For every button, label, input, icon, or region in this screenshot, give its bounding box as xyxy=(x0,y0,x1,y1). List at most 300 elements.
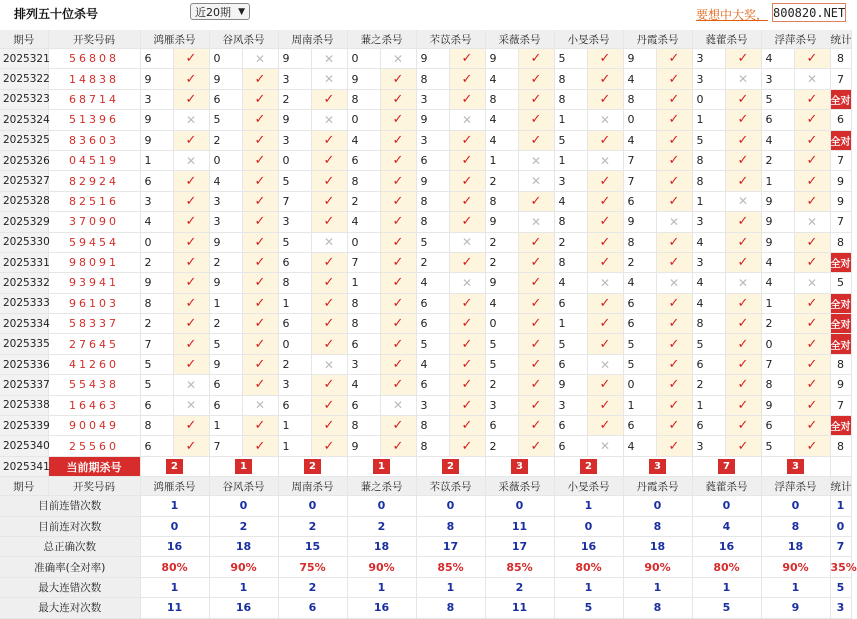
check-icon: ✓ xyxy=(380,110,416,130)
kill-number-cell: 8 xyxy=(416,436,449,456)
check-icon: ✓ xyxy=(173,314,209,334)
kill-number-cell: 0 xyxy=(761,334,794,354)
kill-number-cell: 2 xyxy=(209,130,242,150)
column-header: 芣苡杀号 xyxy=(416,477,485,496)
check-icon: ✓ xyxy=(173,191,209,211)
stats-value: 9 xyxy=(761,598,830,618)
cross-icon: ✕ xyxy=(173,375,209,395)
kill-number-cell: 2 xyxy=(485,252,518,272)
kill-number-cell: 6 xyxy=(554,293,587,313)
current-kill-badge: 2 xyxy=(442,459,459,474)
check-icon: ✓ xyxy=(449,354,485,374)
kill-number-cell: 3 xyxy=(416,130,449,150)
kill-number-cell: 4 xyxy=(347,212,380,232)
kill-number-cell: 4 xyxy=(485,130,518,150)
stats-value: 80% xyxy=(140,557,209,577)
kill-number-cell: 9 xyxy=(761,395,794,415)
all-correct-badge: 全对 xyxy=(830,89,851,109)
check-icon: ✓ xyxy=(587,171,623,191)
check-icon: ✓ xyxy=(173,69,209,89)
column-header: 丹霞杀号 xyxy=(623,30,692,49)
kill-number-cell: 6 xyxy=(209,89,242,109)
check-icon: ✓ xyxy=(449,130,485,150)
current-kill-cell xyxy=(209,456,278,476)
check-icon: ✓ xyxy=(311,89,347,109)
cross-icon: ✕ xyxy=(311,69,347,89)
cross-icon: ✕ xyxy=(725,191,761,211)
stats-value: 0 xyxy=(485,496,554,516)
stats-value: 1 xyxy=(554,496,623,516)
table-row xyxy=(0,314,851,334)
page-title: 排列五十位杀号 xyxy=(14,7,99,21)
kill-number-cell: 4 xyxy=(554,273,587,293)
stats-value: 18 xyxy=(347,536,416,556)
check-icon: ✓ xyxy=(242,334,278,354)
period-cell: 2025331 xyxy=(0,252,48,272)
check-icon: ✓ xyxy=(656,314,692,334)
kill-number-cell: 1 xyxy=(623,395,656,415)
kill-number-cell: 0 xyxy=(278,150,311,170)
check-icon: ✓ xyxy=(725,375,761,395)
column-header: 采薇杀号 xyxy=(485,30,554,49)
check-icon: ✓ xyxy=(242,89,278,109)
kill-number-cell: 5 xyxy=(485,354,518,374)
stats-value: 16 xyxy=(692,536,761,556)
kill-number-cell: 4 xyxy=(623,130,656,150)
kill-number-cell: 9 xyxy=(761,191,794,211)
stats-value: 1 xyxy=(830,496,851,516)
check-icon: ✓ xyxy=(173,334,209,354)
cross-icon: ✕ xyxy=(587,150,623,170)
hit-count-cell: 9 xyxy=(830,375,851,395)
kill-number-cell: 2 xyxy=(485,171,518,191)
current-kill-label: 当前期杀号 xyxy=(48,456,140,476)
kill-number-cell: 0 xyxy=(209,150,242,170)
kill-number-cell: 9 xyxy=(140,130,173,150)
table-row xyxy=(0,191,851,211)
hit-count-cell: 7 xyxy=(830,395,851,415)
check-icon: ✓ xyxy=(656,69,692,89)
column-header: 小旻杀号 xyxy=(554,477,623,496)
promo-link[interactable]: 要想中大奖， xyxy=(696,8,769,22)
stats-value: 18 xyxy=(209,536,278,556)
check-icon: ✓ xyxy=(794,293,830,313)
column-header: 期号 xyxy=(0,30,48,49)
check-icon: ✓ xyxy=(587,416,623,436)
kill-number-cell: 7 xyxy=(623,171,656,191)
draw-number-cell: 68714 xyxy=(48,89,140,109)
kill-number-cell: 6 xyxy=(554,416,587,436)
check-icon: ✓ xyxy=(725,436,761,456)
column-header: 浮萍杀号 xyxy=(761,477,830,496)
check-icon: ✓ xyxy=(311,150,347,170)
kill-number-cell: 0 xyxy=(347,49,380,69)
kill-number-cell: 1 xyxy=(554,314,587,334)
stats-value: 2 xyxy=(347,516,416,536)
table-row xyxy=(0,436,851,456)
kill-number-cell: 4 xyxy=(416,273,449,293)
kill-number-cell: 3 xyxy=(692,252,725,272)
kill-number-cell: 3 xyxy=(278,69,311,89)
current-kill-badge: 3 xyxy=(649,459,666,474)
stats-row xyxy=(0,577,851,597)
kill-number-cell: 8 xyxy=(485,191,518,211)
kill-number-cell: 8 xyxy=(416,212,449,232)
kill-number-cell: 3 xyxy=(761,69,794,89)
stats-value: 16 xyxy=(209,598,278,618)
stats-label: 目前连对次数 xyxy=(0,516,140,536)
stats-value: 2 xyxy=(209,516,278,536)
table-row xyxy=(0,334,851,354)
stats-value: 18 xyxy=(761,536,830,556)
kill-number-cell: 8 xyxy=(347,89,380,109)
kill-number-cell: 6 xyxy=(209,375,242,395)
kill-number-cell: 4 xyxy=(485,69,518,89)
period-cell: 2025340 xyxy=(0,436,48,456)
draw-number-cell: 27645 xyxy=(48,334,140,354)
check-icon: ✓ xyxy=(794,150,830,170)
check-icon: ✓ xyxy=(656,171,692,191)
stats-value: 18 xyxy=(623,536,692,556)
check-icon: ✓ xyxy=(725,354,761,374)
kill-number-cell: 6 xyxy=(140,49,173,69)
period-cell: 2025321 xyxy=(0,49,48,69)
kill-number-cell: 3 xyxy=(278,212,311,232)
cross-icon: ✕ xyxy=(380,395,416,415)
check-icon: ✓ xyxy=(311,212,347,232)
kill-number-cell: 3 xyxy=(692,212,725,232)
kill-number-cell: 5 xyxy=(140,354,173,374)
check-icon: ✓ xyxy=(242,232,278,252)
stats-value: 0 xyxy=(209,496,278,516)
stats-value: 1 xyxy=(761,577,830,597)
kill-number-cell: 5 xyxy=(485,334,518,354)
check-icon: ✓ xyxy=(794,416,830,436)
stats-value: 2 xyxy=(278,577,347,597)
period-cell: 2025337 xyxy=(0,375,48,395)
check-icon: ✓ xyxy=(380,252,416,272)
kill-number-cell: 8 xyxy=(554,212,587,232)
kill-number-cell: 9 xyxy=(209,273,242,293)
stats-value: 8 xyxy=(623,598,692,618)
kill-number-cell: 3 xyxy=(416,395,449,415)
check-icon: ✓ xyxy=(380,69,416,89)
check-icon: ✓ xyxy=(518,49,554,69)
kill-number-cell: 6 xyxy=(278,395,311,415)
check-icon: ✓ xyxy=(518,130,554,150)
cross-icon: ✕ xyxy=(587,436,623,456)
kill-number-cell: 4 xyxy=(416,354,449,374)
kill-number-cell: 6 xyxy=(347,150,380,170)
kill-number-cell: 6 xyxy=(140,436,173,456)
check-icon: ✓ xyxy=(794,171,830,191)
stats-value: 16 xyxy=(554,536,623,556)
stats-value: 0 xyxy=(140,516,209,536)
kill-number-cell: 4 xyxy=(485,110,518,130)
kill-number-cell: 2 xyxy=(761,150,794,170)
kill-number-cell: 6 xyxy=(623,293,656,313)
kill-number-cell: 6 xyxy=(416,314,449,334)
kill-number-cell: 2 xyxy=(692,375,725,395)
kill-number-cell: 1 xyxy=(554,110,587,130)
draw-number-cell: 14838 xyxy=(48,69,140,89)
stats-value: 1 xyxy=(209,577,278,597)
kill-number-cell: 8 xyxy=(140,416,173,436)
column-header: 统计 xyxy=(830,30,851,49)
stats-value: 5 xyxy=(830,577,851,597)
period-cell: 2025336 xyxy=(0,354,48,374)
stats-row xyxy=(0,496,851,516)
column-header: 开奖号码 xyxy=(48,477,140,496)
kill-number-cell: 5 xyxy=(692,334,725,354)
stats-row xyxy=(0,598,851,618)
kill-number-cell: 8 xyxy=(485,89,518,109)
column-header: 周南杀号 xyxy=(278,477,347,496)
check-icon: ✓ xyxy=(173,232,209,252)
column-header: 期号 xyxy=(0,477,48,496)
period-cell: 2025330 xyxy=(0,232,48,252)
check-icon: ✓ xyxy=(173,436,209,456)
check-icon: ✓ xyxy=(725,252,761,272)
kill-number-cell: 8 xyxy=(347,171,380,191)
draw-number-cell: 96103 xyxy=(48,293,140,313)
check-icon: ✓ xyxy=(449,150,485,170)
kill-number-cell: 7 xyxy=(623,150,656,170)
check-icon: ✓ xyxy=(587,293,623,313)
kill-number-cell: 8 xyxy=(554,252,587,272)
check-icon: ✓ xyxy=(449,89,485,109)
kill-number-cell: 1 xyxy=(209,293,242,313)
cross-icon: ✕ xyxy=(311,49,347,69)
check-icon: ✓ xyxy=(725,334,761,354)
check-icon: ✓ xyxy=(173,171,209,191)
stats-value: 1 xyxy=(140,577,209,597)
column-header: 谷风杀号 xyxy=(209,477,278,496)
table-header-row xyxy=(0,477,851,496)
kill-number-cell: 6 xyxy=(623,191,656,211)
kill-number-cell: 8 xyxy=(623,232,656,252)
kill-number-cell: 1 xyxy=(692,191,725,211)
stats-value: 8 xyxy=(761,516,830,536)
kill-number-table xyxy=(0,30,857,619)
kill-number-cell: 2 xyxy=(416,252,449,272)
check-icon: ✓ xyxy=(173,89,209,109)
kill-number-cell: 8 xyxy=(416,416,449,436)
period-cell: 2025325 xyxy=(0,130,48,150)
kill-number-cell: 5 xyxy=(554,49,587,69)
kill-number-cell: 3 xyxy=(692,69,725,89)
kill-number-cell: 9 xyxy=(209,232,242,252)
kill-number-cell: 6 xyxy=(416,150,449,170)
site-badge[interactable]: 800820.NET xyxy=(772,3,846,22)
check-icon: ✓ xyxy=(242,273,278,293)
check-icon: ✓ xyxy=(311,252,347,272)
check-icon: ✓ xyxy=(587,334,623,354)
kill-number-cell: 5 xyxy=(278,232,311,252)
kill-number-cell: 2 xyxy=(209,314,242,334)
stats-value: 11 xyxy=(485,598,554,618)
all-correct-badge: 全对 xyxy=(830,416,851,436)
hit-count-cell: 9 xyxy=(830,191,851,211)
draw-number-cell: 56808 xyxy=(48,49,140,69)
check-icon: ✓ xyxy=(449,293,485,313)
kill-number-cell: 4 xyxy=(623,69,656,89)
current-kill-cell xyxy=(140,456,209,476)
kill-number-cell: 9 xyxy=(347,436,380,456)
kill-number-cell: 4 xyxy=(761,130,794,150)
hit-count-cell: 8 xyxy=(830,49,851,69)
stats-value: 11 xyxy=(140,598,209,618)
column-header: 统计 xyxy=(830,477,851,496)
kill-number-cell: 6 xyxy=(278,314,311,334)
cross-icon: ✕ xyxy=(794,212,830,232)
check-icon: ✓ xyxy=(794,232,830,252)
kill-number-cell: 6 xyxy=(554,354,587,374)
stats-value: 90% xyxy=(761,557,830,577)
kill-number-cell: 0 xyxy=(623,375,656,395)
kill-number-cell: 6 xyxy=(416,375,449,395)
hit-count-cell: 7 xyxy=(830,212,851,232)
cross-icon: ✕ xyxy=(311,354,347,374)
cross-icon: ✕ xyxy=(173,150,209,170)
cross-icon: ✕ xyxy=(587,354,623,374)
check-icon: ✓ xyxy=(794,334,830,354)
check-icon: ✓ xyxy=(311,395,347,415)
table-header-row xyxy=(0,30,851,49)
all-correct-badge: 全对 xyxy=(830,314,851,334)
check-icon: ✓ xyxy=(311,171,347,191)
period-cell: 2025324 xyxy=(0,110,48,130)
kill-number-cell: 8 xyxy=(278,273,311,293)
kill-number-cell: 6 xyxy=(485,416,518,436)
check-icon: ✓ xyxy=(518,416,554,436)
check-icon: ✓ xyxy=(587,49,623,69)
period-cell: 2025339 xyxy=(0,416,48,436)
check-icon: ✓ xyxy=(173,49,209,69)
check-icon: ✓ xyxy=(311,191,347,211)
kill-number-cell: 8 xyxy=(692,171,725,191)
table-row xyxy=(0,171,851,191)
kill-number-cell: 6 xyxy=(554,436,587,456)
kill-number-cell: 1 xyxy=(692,110,725,130)
current-period-cell: 2025341 xyxy=(0,456,48,476)
cross-icon: ✕ xyxy=(449,232,485,252)
stats-value: 0 xyxy=(278,496,347,516)
check-icon: ✓ xyxy=(794,314,830,334)
current-kill-cell xyxy=(554,456,623,476)
table-row xyxy=(0,212,851,232)
stats-value: 5 xyxy=(692,598,761,618)
stats-value: 8 xyxy=(623,516,692,536)
kill-number-cell: 9 xyxy=(485,49,518,69)
cross-icon: ✕ xyxy=(794,273,830,293)
cross-icon: ✕ xyxy=(656,273,692,293)
period-cell: 2025326 xyxy=(0,150,48,170)
cross-icon: ✕ xyxy=(449,273,485,293)
kill-number-cell: 3 xyxy=(416,89,449,109)
check-icon: ✓ xyxy=(587,395,623,415)
kill-number-cell: 8 xyxy=(347,293,380,313)
kill-number-cell: 6 xyxy=(761,416,794,436)
kill-number-cell: 2 xyxy=(485,436,518,456)
check-icon: ✓ xyxy=(656,375,692,395)
kill-number-cell: 2 xyxy=(278,354,311,374)
draw-number-cell: 59454 xyxy=(48,232,140,252)
period-cell: 2025333 xyxy=(0,293,48,313)
cross-icon: ✕ xyxy=(311,110,347,130)
stats-value: 0 xyxy=(416,496,485,516)
kill-number-cell: 5 xyxy=(416,334,449,354)
check-icon: ✓ xyxy=(242,69,278,89)
all-correct-badge: 全对 xyxy=(830,334,851,354)
check-icon: ✓ xyxy=(311,273,347,293)
kill-number-cell: 1 xyxy=(278,293,311,313)
stats-value: 0 xyxy=(830,516,851,536)
check-icon: ✓ xyxy=(380,273,416,293)
table-row xyxy=(0,69,851,89)
stats-value: 16 xyxy=(347,598,416,618)
check-icon: ✓ xyxy=(242,252,278,272)
check-icon: ✓ xyxy=(380,232,416,252)
kill-number-cell: 6 xyxy=(347,334,380,354)
kill-number-cell: 9 xyxy=(485,212,518,232)
kill-number-cell: 1 xyxy=(761,171,794,191)
stats-value: 0 xyxy=(347,496,416,516)
check-icon: ✓ xyxy=(725,49,761,69)
period-range-select[interactable] xyxy=(190,3,250,20)
cross-icon: ✕ xyxy=(518,150,554,170)
check-icon: ✓ xyxy=(587,314,623,334)
check-icon: ✓ xyxy=(794,436,830,456)
kill-number-cell: 9 xyxy=(416,171,449,191)
check-icon: ✓ xyxy=(311,436,347,456)
kill-number-cell: 4 xyxy=(347,130,380,150)
current-kill-cell xyxy=(347,456,416,476)
kill-number-cell: 8 xyxy=(347,416,380,436)
check-icon: ✓ xyxy=(725,232,761,252)
kill-number-cell: 1 xyxy=(140,150,173,170)
stats-value: 1 xyxy=(347,577,416,597)
stats-label: 准确率(全对率) xyxy=(0,557,140,577)
check-icon: ✓ xyxy=(449,171,485,191)
period-cell: 2025322 xyxy=(0,69,48,89)
stats-value: 17 xyxy=(416,536,485,556)
check-icon: ✓ xyxy=(173,212,209,232)
cross-icon: ✕ xyxy=(587,110,623,130)
current-kill-badge: 3 xyxy=(787,459,804,474)
check-icon: ✓ xyxy=(656,191,692,211)
draw-number-cell: 93941 xyxy=(48,273,140,293)
stats-value: 90% xyxy=(623,557,692,577)
kill-number-cell: 8 xyxy=(692,314,725,334)
check-icon: ✓ xyxy=(656,150,692,170)
stats-value: 90% xyxy=(209,557,278,577)
check-icon: ✓ xyxy=(518,89,554,109)
kill-number-cell: 5 xyxy=(209,334,242,354)
kill-number-cell: 2 xyxy=(554,232,587,252)
check-icon: ✓ xyxy=(518,354,554,374)
cross-icon: ✕ xyxy=(449,110,485,130)
kill-number-cell: 4 xyxy=(761,252,794,272)
stats-value: 6 xyxy=(278,598,347,618)
check-icon: ✓ xyxy=(449,436,485,456)
check-icon: ✓ xyxy=(794,375,830,395)
check-icon: ✓ xyxy=(449,252,485,272)
check-icon: ✓ xyxy=(587,375,623,395)
check-icon: ✓ xyxy=(725,110,761,130)
column-header: 鸿雁杀号 xyxy=(140,477,209,496)
check-icon: ✓ xyxy=(380,171,416,191)
